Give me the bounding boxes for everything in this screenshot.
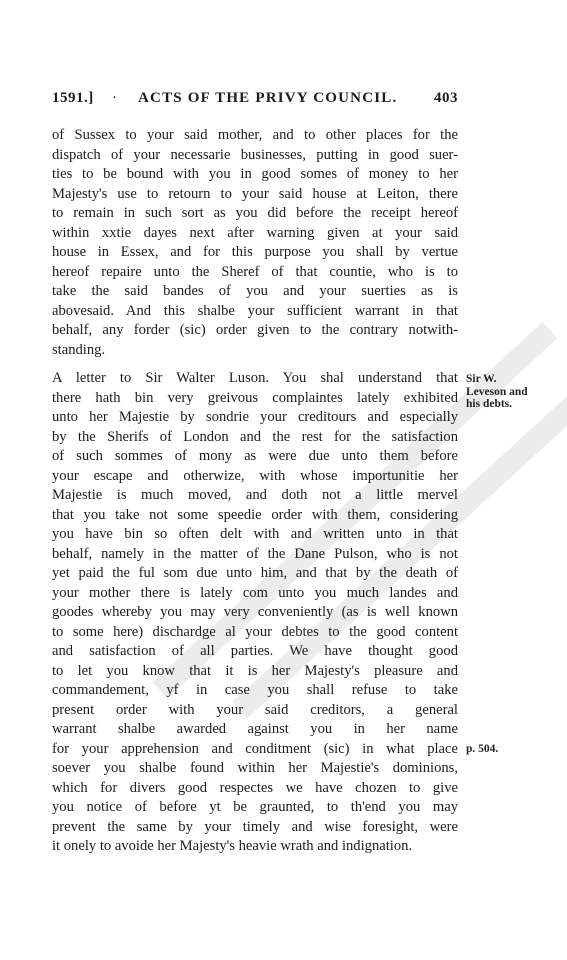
text-line: your escape and otherwize, with whose importunitie her — [52, 467, 458, 484]
text-line: Majesty's use to retourn to your said house at Leiton, there — [52, 185, 458, 202]
text-line: it onely to avoide her Majesty's heavie wrath and indignation. — [52, 838, 413, 854]
text-line: your mother there is lately com unto you much landes and — [52, 584, 458, 601]
paragraph-1 — [52, 126, 458, 360]
text-line: abovesaid. And this shalbe your sufficient warrant in that — [52, 302, 458, 319]
margin-note-line: his debts. — [466, 398, 513, 410]
text-line: there hath bin very greivous complaintes lately exhibited — [52, 389, 458, 406]
margin-note-line: Leveson and — [466, 385, 528, 398]
header-separator: · — [112, 90, 118, 106]
text-line: that you take not some speedie order with them, considering — [52, 506, 458, 523]
text-line: by the Sherifs of London and the rest for the satisfaction — [52, 428, 458, 445]
margin-note-page-ref: p. 504. — [466, 743, 499, 755]
text-line: you notice of before yt be graunted, to th'end you may — [52, 799, 458, 815]
text-line: soever you shalbe found within her Majestie's dominions, — [52, 760, 458, 776]
paragraph-2 — [52, 369, 458, 857]
text-line: present order with your said creditors, a general — [52, 701, 458, 718]
text-line: which for divers good respectes we have chozen to give — [52, 779, 458, 796]
text-line: for your apprehension and conditment (sic) in what place — [52, 740, 458, 757]
header-page-number: 403 — [434, 90, 458, 106]
header-title: ACTS OF THE PRIVY COUNCIL. — [138, 90, 398, 106]
text-line: commandement, yf in case you shall refuse to take — [52, 682, 458, 698]
text-line: A letter to Sir Walter Luson. You shal understand that — [52, 370, 458, 386]
text-line: within xxtie dayes next after warning given at your said — [52, 224, 458, 241]
text-line: take the said bandes of you and your suerties as is — [52, 283, 458, 299]
text-line: of Sussex to your said mother, and to other places for the — [52, 127, 458, 143]
text-line: behalf, namely in the matter of the Dane Pulson, who is not — [52, 545, 458, 562]
margin-note-leveson — [466, 373, 556, 411]
text-line: hereof repaire unto the Sheref of that countie, who is to — [52, 263, 458, 280]
running-header — [52, 90, 458, 112]
text-line: to let you know that it is her Majesty's pleasure and — [52, 662, 458, 679]
text-line: to some here) dischardge al your debtes to the good content — [52, 623, 458, 640]
text-line: Majestie is much moved, and doth not a little mervel — [52, 487, 458, 503]
text-line: you have bin so often delt with and written unto in that — [52, 526, 458, 542]
text-line: yet paid the ful som due unto him, and that by the death of — [52, 565, 458, 581]
text-line: unto her Majestie by sondrie your creditours and especially — [52, 409, 458, 425]
text-line: standing. — [52, 341, 106, 358]
text-line: house in Essex, and for this purpose you shall by vertue — [52, 244, 458, 260]
text-line: ties to be bound with you in good somes of money to her — [52, 166, 458, 182]
margin-note-line: Sir W. — [466, 373, 497, 385]
text-line: to remain in such sort as you did before the receipt hereof — [52, 205, 458, 221]
header-year: 1591.] — [52, 90, 94, 106]
text-line: behalf, any forder (sic) order given to the contrary notwith- — [52, 322, 458, 338]
text-line: of such sommes of mony as were due unto them before — [52, 448, 458, 464]
text-line: and satisfaction of all parties. We have thought good — [52, 643, 458, 659]
text-line: prevent the same by your timely and wise foresight, were — [52, 818, 458, 835]
text-line: goodes whereby you may very conveniently (as is well known — [52, 604, 458, 620]
text-line: dispatch of your necessarie businesses, putting in good suer- — [52, 146, 458, 163]
text-line: warrant shalbe awarded against you in her name — [52, 721, 458, 737]
